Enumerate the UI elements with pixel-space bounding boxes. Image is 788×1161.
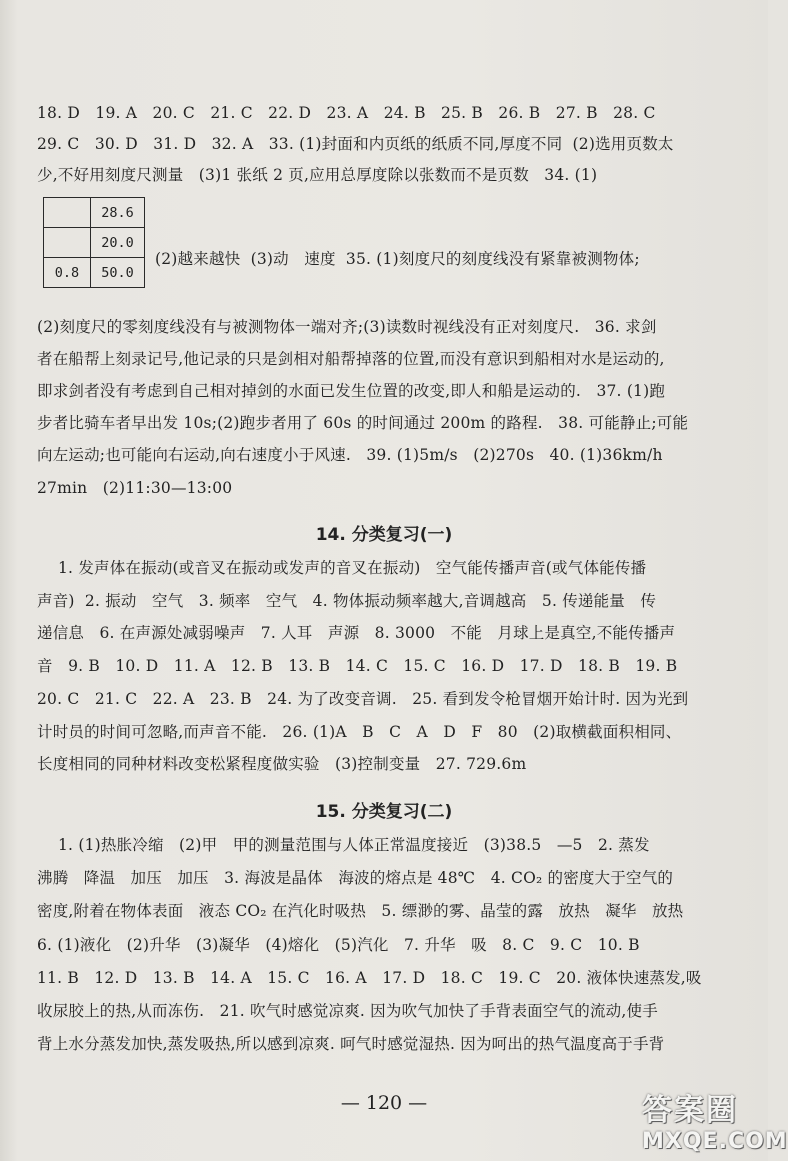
table-row — [44, 228, 145, 258]
table-cell: 20.0 — [91, 228, 145, 258]
text-line: 递信息 6. 在声源处减弱噪声 7. 人耳 声源 8. 3000 不能 月球上是真空,不能传播声 — [37, 624, 676, 642]
text-line: 少,不好用刻度尺测量 (3)1 张纸 2 页,应用总厚度除以张数而不是页数 34. (1) — [37, 166, 598, 184]
text-line: 1. 发声体在振动(或音叉在振动或发声的音叉在振动) 空气能传播声音(或气体能传播 — [58, 559, 647, 577]
text-line: 6. (1)液化 (2)升华 (3)凝华 (4)熔化 (5)汽化 7. 升华 吸 8. C 9. C 10. B — [37, 936, 640, 954]
table-row — [44, 198, 145, 228]
text-line: 向左运动;也可能向右运动,向右速度小于风速. 39. (1)5m/s (2)270s 40. (1)36km/h — [37, 446, 663, 464]
answer-table — [43, 197, 145, 288]
text-line: 27min (2)11:30—13:00 — [37, 479, 233, 497]
text-line: 长度相同的同种材料改变松紧程度做实验 (3)控制变量 27. 729.6m — [37, 755, 527, 773]
table-cell — [44, 198, 91, 228]
section-heading: 15. 分类复习(二) — [315, 802, 453, 822]
text-line: 即求剑者没有考虑到自己相对掉剑的水面已发生位置的改变,即人和船是运动的. 37. (1)跑 — [37, 382, 666, 400]
table-row — [44, 258, 145, 288]
text-line: 18. D 19. A 20. C 21. C 22. D 23. A 24. B 25. B 26. B 27. B 28. C — [37, 104, 656, 122]
watermark-bottom: MXQE.COM — [642, 1129, 788, 1154]
text-line: 20. C 21. C 22. A 23. B 24. 为了改变音调. 25. 看到发令枪冒烟开始计时. 因为光到 — [37, 690, 689, 708]
text-line: 收尿胶上的热,从而冻伤. 21. 吹气时感觉凉爽. 因为吹气加快了手背表面空气的流动,使手 — [37, 1002, 658, 1020]
text-line: 计时员的时间可忽略,而声音不能. 26. (1)A B C A D F 80 (2)取横截面积相同、 — [37, 723, 682, 741]
text-line: 步者比骑车者早出发 10s;(2)跑步者用了 60s 的时间通过 200m 的路程. 38. 可能静止;可能 — [37, 414, 689, 432]
table-cell — [44, 228, 91, 258]
text-line: (2)越来越快 (3)动 速度 35. (1)刻度尺的刻度线没有紧靠被测物体; — [155, 250, 640, 268]
text-line: 声音) 2. 振动 空气 3. 频率 空气 4. 物体振动频率越大,音调越高 5. 传递能量 传 — [37, 592, 657, 610]
table-cell: 28.6 — [91, 198, 145, 228]
watermark-top: 答案圈 — [642, 1093, 738, 1128]
section-heading: 14. 分类复习(一) — [315, 525, 453, 545]
text-line: 1. (1)热胀冷缩 (2)甲 甲的测量范围与人体正常温度接近 (3)38.5 —5 2. 蒸发 — [58, 836, 650, 854]
page-number: — 120 — — [340, 1092, 428, 1114]
text-line: 背上水分蒸发加快,蒸发吸热,所以感到凉爽. 呵气时感觉湿热. 因为呵出的热气温度高于手背 — [37, 1035, 665, 1053]
table-cell: 50.0 — [91, 258, 145, 288]
text-line: 音 9. B 10. D 11. A 12. B 13. B 14. C 15. C 16. D 17. D 18. B 19. B — [37, 657, 678, 675]
text-line: 11. B 12. D 13. B 14. A 15. C 16. A 17. D 18. C 19. C 20. 液体快速蒸发,吸 — [37, 969, 702, 987]
table-cell: 0.8 — [44, 258, 91, 288]
text-line: 者在船帮上刻录记号,他记录的只是剑相对船帮掉落的位置,而没有意识到船相对水是运动的, — [37, 350, 665, 368]
text-line: 密度,附着在物体表面 液态 CO₂ 在汽化时吸热 5. 缥渺的雾、晶莹的露 放热 凝华 放热 — [37, 902, 684, 920]
text-line: 29. C 30. D 31. D 32. A 33. (1)封面和内页纸的纸质不同,厚度不同 (2)选用页数太 — [37, 135, 674, 153]
text-line: 沸腾 降温 加压 加压 3. 海波是晶体 海波的熔点是 48℃ 4. CO₂ 的密度大于空气的 — [37, 869, 674, 887]
watermark-logo — [642, 1085, 788, 1155]
text-line: (2)刻度尺的零刻度线没有与被测物体一端对齐;(3)读数时视线没有正对刻度尺. 36. 求剑 — [37, 318, 657, 336]
